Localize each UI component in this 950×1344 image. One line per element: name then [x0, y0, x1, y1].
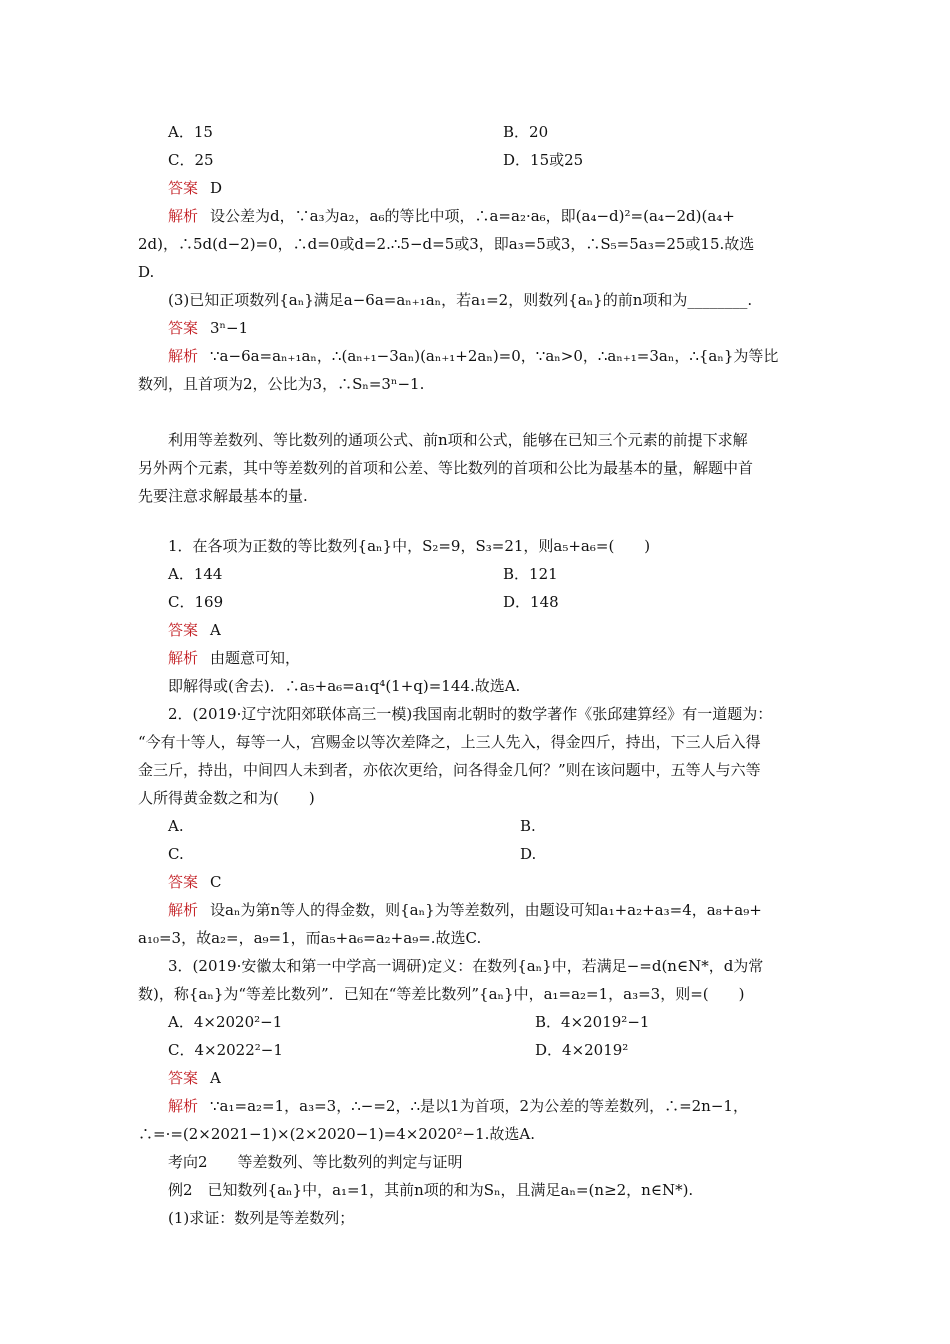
option-b: B．4×2019²−1 [535, 1013, 650, 1031]
example-2: 例2 已知数列{aₙ}中，a₁=1，其前n项的和为Sₙ，且满足aₙ=(n≥2，n∈N*). [168, 1181, 694, 1199]
question-text: 人所得黄金数之和为( ) [138, 789, 315, 807]
option-b: B．121 [503, 565, 558, 583]
option-c: C．25 [168, 151, 214, 169]
option-d: D. [520, 845, 537, 863]
answer-line: 答案 A [168, 621, 221, 639]
summary-text: 利用等差数列、等比数列的通项公式、前n项和公式，能够在已知三个元素的前提下求解 [168, 431, 748, 449]
option-d: D．15或25 [503, 151, 584, 169]
question-3: 3．(2019·安徽太和第一中学高一调研)定义：在数列{aₙ}中，若满足−=d(n∈N*，d为常 [168, 957, 764, 975]
option-a: A．144 [168, 565, 223, 583]
analysis-line: 解析 设公差为d，∵a₃为a₂，a₆的等比中项，∴a=a₂·a₆，即(a₄−d)²=(a₄−2d)(a₄+ [168, 207, 735, 225]
question-3: (3)已知正项数列{aₙ}满足a−6a=aₙ₊₁aₙ，若a₁=2，则数列{aₙ}的前n项和为________. [168, 291, 753, 309]
question-text: 数)，称{aₙ}为“等差比数列”．已知在“等差比数列”{aₙ}中，a₁=a₂=1，a₃=3，则=( ) [138, 985, 745, 1003]
analysis-text: 数列，且首项为2，公比为3，∴Sₙ=3ⁿ−1. [138, 375, 425, 393]
answer-label: 答案 [168, 873, 199, 891]
analysis-label: 解析 [168, 347, 199, 365]
analysis-text: ∴=·=(2×2021−1)×(2×2020−1)=4×2020²−1.故选A. [138, 1125, 536, 1143]
question-1: 1．在各项为正数的等比数列{aₙ}中，S₂=9，S₃=21，则a₅+a₆=( ) [168, 537, 651, 555]
option-c: C. [168, 845, 184, 863]
analysis-text: 2d)，∴5d(d−2)=0，∴d=0或d=2.∴5−d=5或3，即a₃=5或3，∴S₅=5a₃=25或15.故选 [138, 235, 755, 253]
analysis-label: 解析 [168, 901, 199, 919]
answer-label: 答案 [168, 319, 199, 337]
analysis-line: 解析 由题意可知， [168, 649, 301, 667]
analysis-text: a₁₀=3，故a₂=，a₉=1，而a₅+a₆=a₂+a₉=.故选C. [138, 929, 482, 947]
option-c: C．169 [168, 593, 224, 611]
analysis-line: 解析 设aₙ为第n等人的得金数，则{aₙ}为等差数列，由题设可知a₁+a₂+a₃=4，a₈+a₉+ [168, 901, 762, 919]
option-a: A．15 [168, 123, 213, 141]
question-2: 2．(2019·辽宁沈阳郊联体高三一模)我国南北朝时的数学著作《张邱建算经》有一道题为： [168, 705, 773, 723]
analysis-line: 解析 ∵a₁=a₂=1，a₃=3，∴−=2，∴是以1为首项，2为公差的等差数列，∴=2n−1， [168, 1097, 748, 1115]
analysis-text: D. [138, 263, 155, 281]
analysis-line: 解析 ∵a−6a=aₙ₊₁aₙ，∴(aₙ₊₁−3aₙ)(aₙ₊₁+2aₙ)=0，∵aₙ>0，∴aₙ₊₁=3aₙ，∴{aₙ}为等比 [168, 347, 779, 365]
answer-label: 答案 [168, 621, 199, 639]
option-d: D．148 [503, 593, 559, 611]
answer-label: 答案 [168, 1069, 199, 1087]
answer-label: 答案 [168, 179, 199, 197]
question-text: “今有十等人，每等一人，宫赐金以等次差降之，上三人先入，得金四斤，持出，下三人后入得 [138, 733, 761, 751]
option-b: B．20 [503, 123, 549, 141]
analysis-label: 解析 [168, 1097, 199, 1115]
analysis-label: 解析 [168, 207, 199, 225]
answer-line: 答案 D [168, 179, 223, 197]
question-text: 金三斤，持出，中间四人未到者，亦依次更给，问各得金几何？”则在该问题中，五等人与六等 [138, 761, 761, 779]
example-part-1: (1)求证：数列是等差数列； [168, 1209, 355, 1227]
option-c: C．4×2022²−1 [168, 1041, 283, 1059]
answer-line: 答案 C [168, 873, 222, 891]
summary-text: 另外两个元素，其中等差数列的首项和公差、等比数列的首项和公比为最基本的量，解题中首 [138, 459, 754, 477]
analysis-label: 解析 [168, 649, 199, 667]
option-a: A. [168, 817, 184, 835]
option-d: D．4×2019² [535, 1041, 629, 1059]
analysis-text: 即解得或(舍去)．∴a₅+a₆=a₁q⁴(1+q)=144.故选A. [168, 677, 521, 695]
summary-text: 先要注意求解最基本的量. [138, 487, 308, 505]
answer-line: 答案 A [168, 1069, 221, 1087]
option-a: A．4×2020²−1 [168, 1013, 283, 1031]
section-heading: 考向2 等差数列、等比数列的判定与证明 [168, 1153, 463, 1171]
answer-line: 答案 3ⁿ−1 [168, 319, 249, 337]
option-b: B. [520, 817, 536, 835]
